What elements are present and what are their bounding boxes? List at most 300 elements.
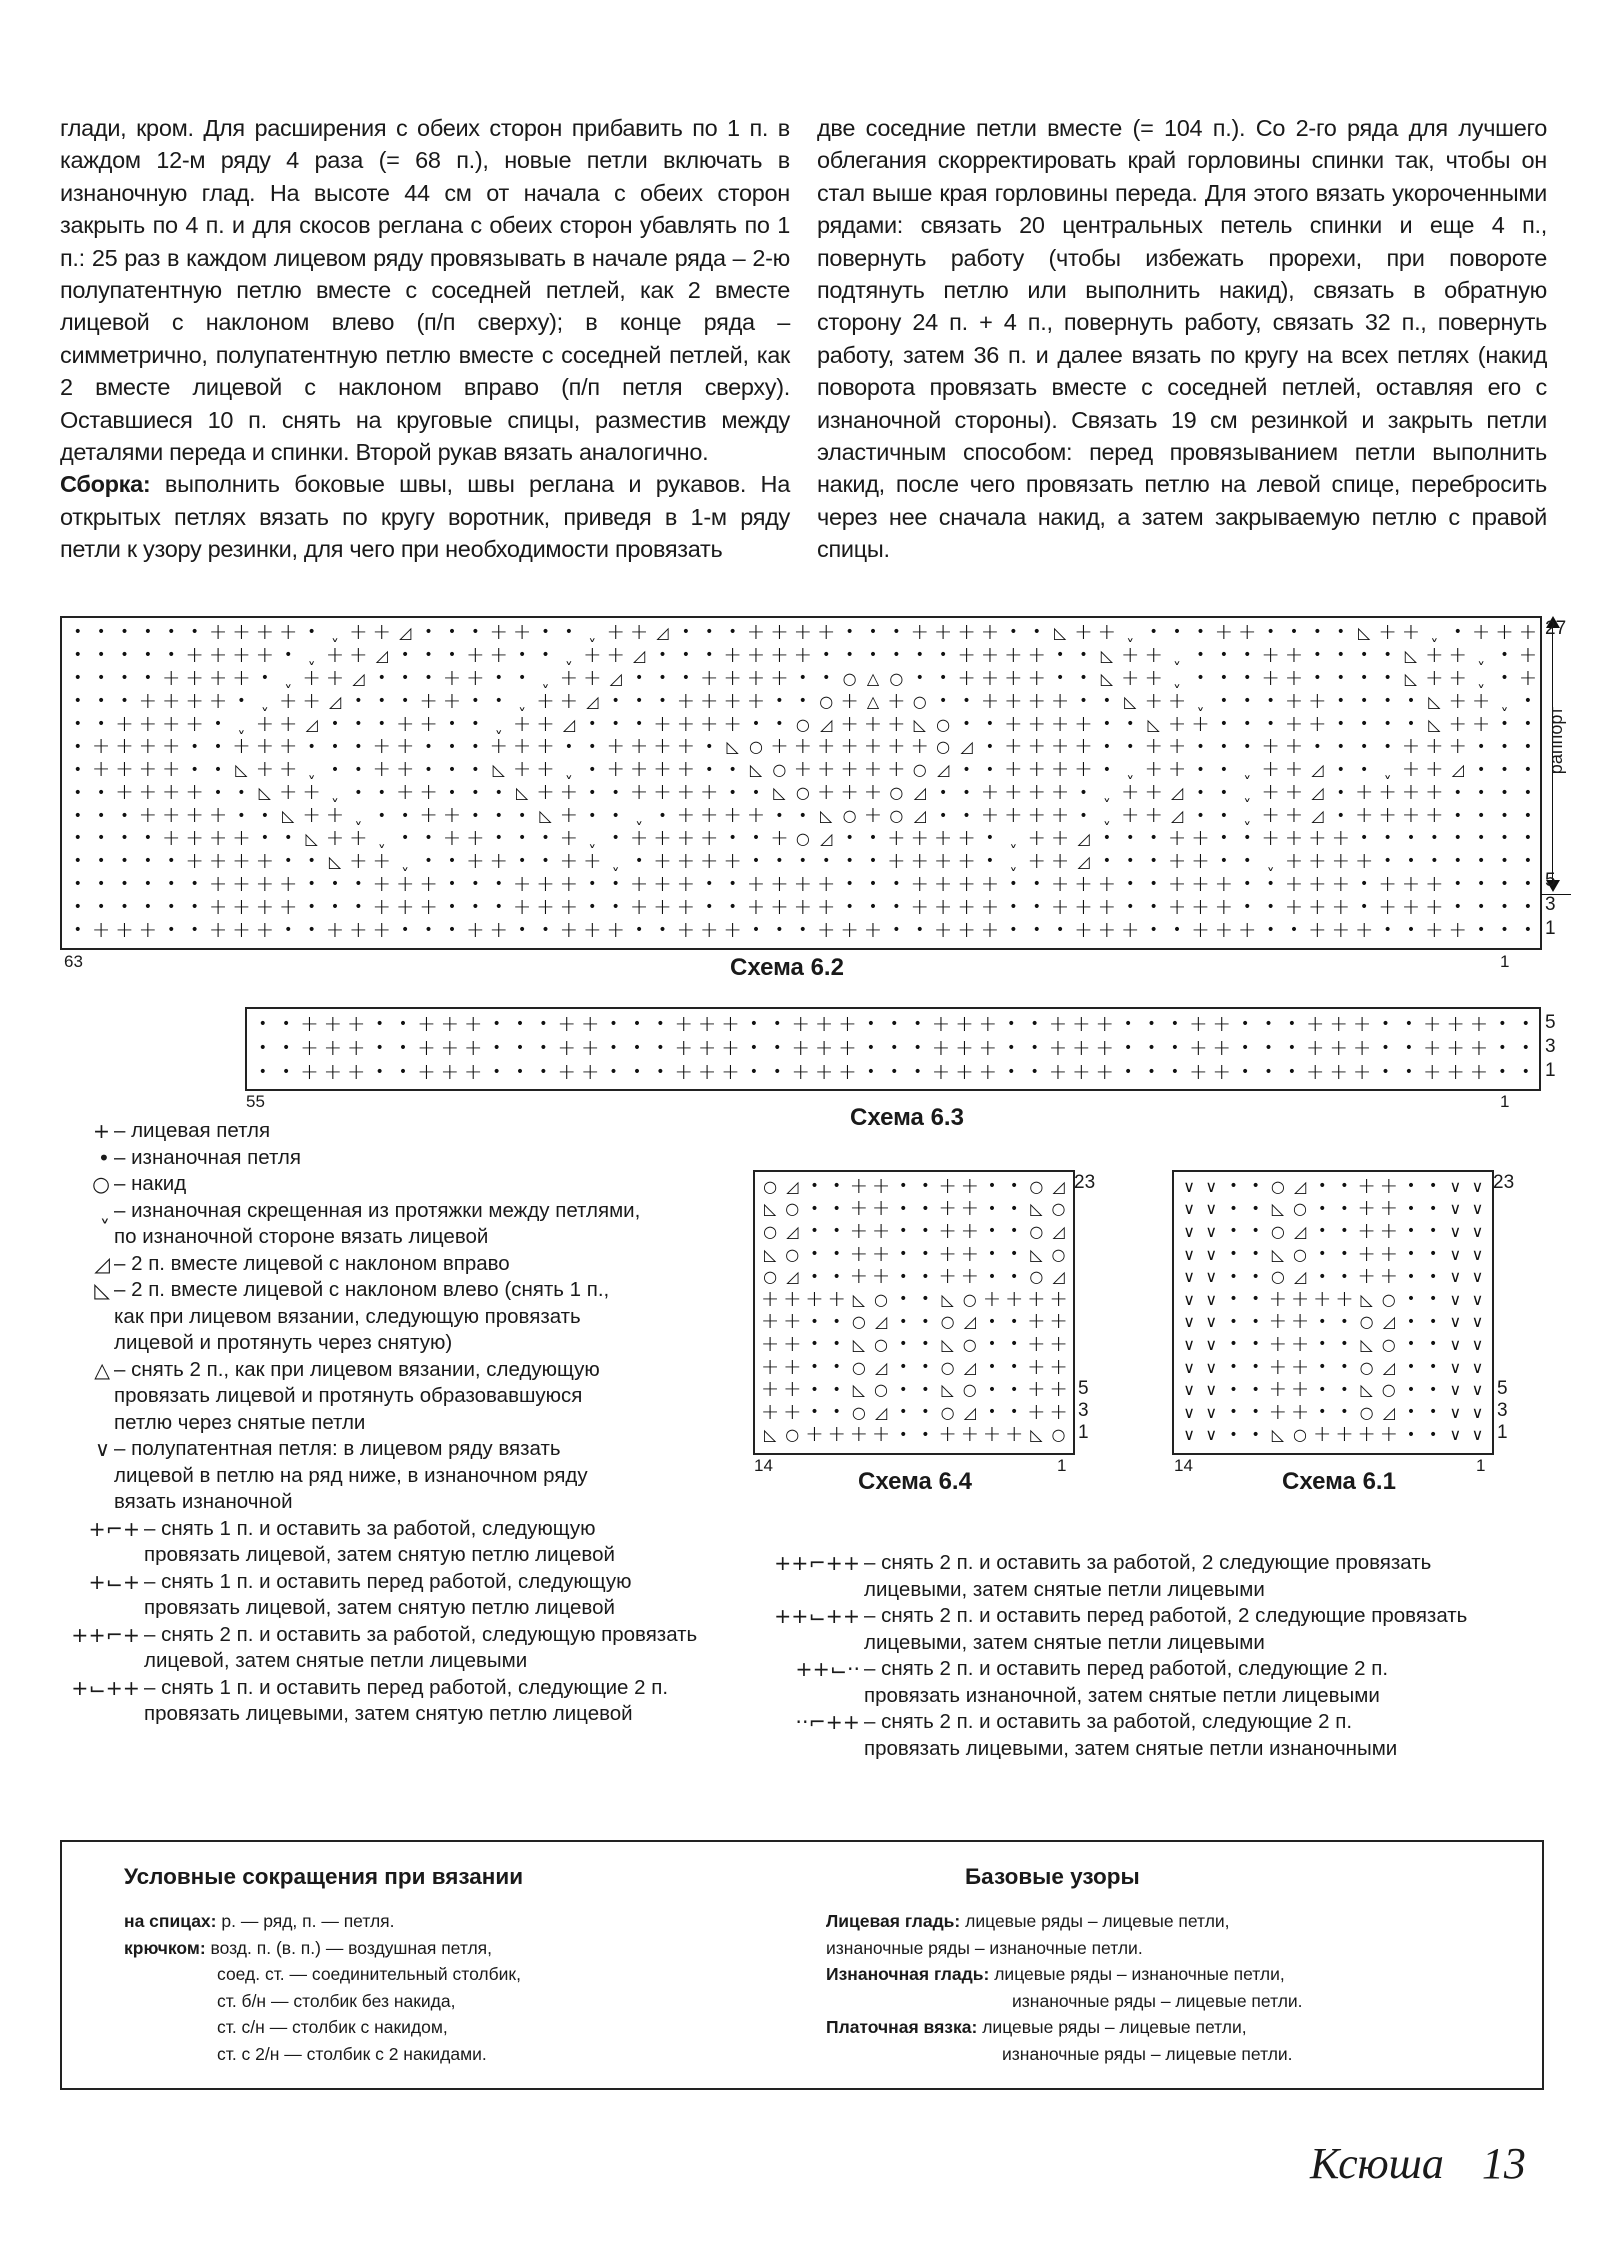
chart-cell: • [424, 647, 433, 664]
chart-cell: ˬ [611, 851, 620, 871]
chart-cell: • [284, 922, 293, 939]
chart-cell: • [1477, 784, 1486, 801]
chart-cell: • [810, 1404, 819, 1421]
chart-cell: + [700, 688, 719, 714]
chart-cell: + [1448, 917, 1467, 943]
chart-cell: + [1189, 1011, 1208, 1037]
chart-cell: • [143, 853, 152, 870]
chart-cell: + [559, 917, 579, 943]
chart-cell: • [1523, 876, 1533, 893]
chart-cell: ˬ [494, 714, 503, 734]
chart-cell: ◺ [1271, 1199, 1284, 1219]
chart-cell: • [1318, 1223, 1327, 1240]
chart-cell: + [1284, 688, 1304, 714]
chart-cell: ∨ [1205, 1176, 1218, 1196]
chart-cell: + [814, 1011, 834, 1037]
chart-cell: ◺ [773, 783, 786, 803]
stitch-symbol-icon: ··⌐++ [795, 1710, 860, 1734]
chart-cell: • [913, 1064, 922, 1080]
chart-cell: ∨ [1205, 1267, 1218, 1287]
chart-cell: + [960, 1218, 979, 1244]
chart-cell: + [863, 780, 883, 806]
chart-cell: • [832, 1223, 841, 1240]
chart-cell: • [921, 1359, 930, 1376]
chart-cell: • [1172, 624, 1182, 641]
chart-cell: • [1383, 670, 1392, 687]
chart-cell: + [700, 825, 719, 851]
chart-cell: + [1004, 665, 1023, 691]
chart-cell: + [91, 917, 111, 943]
chart-cell: • [1010, 1200, 1019, 1217]
chart-cell: • [1318, 1404, 1327, 1421]
chart-cell: + [1352, 1035, 1372, 1061]
chart-cell: + [676, 734, 696, 760]
chart-cell: • [1318, 1381, 1327, 1398]
chart-cell: • [447, 647, 457, 664]
chart-cell: + [887, 734, 906, 760]
chart-cell: • [120, 693, 129, 710]
stitch-symbol-icon: △ [94, 1357, 110, 1382]
chart-cell: • [899, 1178, 908, 1195]
chart-cell: + [980, 803, 1000, 829]
chart-cell: + [700, 711, 719, 737]
chart-cell: + [536, 894, 555, 920]
chart-cell: • [632, 1064, 642, 1080]
legend-text: – снять 2 п. и оставить перед работой, следующие 2 п. провязать изнаночной, затем снятые петли лицевыми [864, 1657, 1389, 1707]
chart-cell: • [1032, 922, 1041, 939]
chart-cell: • [1010, 1313, 1019, 1330]
chart-cell: + [1212, 1011, 1231, 1037]
chart-cell: ˬ [1102, 806, 1111, 826]
chart-cell: • [1360, 738, 1369, 755]
chart-cell: • [1149, 853, 1158, 870]
chart-cell: + [512, 711, 532, 737]
chart-cell: • [1477, 899, 1486, 916]
chart-cell: + [629, 734, 649, 760]
legend-item [70, 1675, 750, 1728]
chart-cell: • [1251, 1178, 1260, 1195]
chart-cell: ◺ [515, 783, 529, 803]
chart-cell: + [910, 848, 929, 874]
chart-cell: + [1214, 917, 1234, 943]
chart-cell: • [1009, 624, 1018, 641]
chart-cell: ◺ [235, 760, 248, 780]
chart-cell: • [810, 1313, 819, 1330]
assembly-label: Сборка: [60, 471, 151, 498]
chart-cell: + [653, 780, 672, 806]
chart-cell: + [793, 619, 813, 645]
chart-cell: + [1261, 642, 1280, 668]
chart-cell: • [1340, 1404, 1349, 1421]
chart-cell: ◿ [352, 668, 365, 688]
chart-cell: + [849, 1264, 869, 1290]
chart-cell: + [442, 825, 462, 851]
chart-cell: △ [866, 668, 880, 688]
chart-cell: • [517, 807, 527, 824]
chart-cell: • [775, 853, 784, 870]
chart-cell: • [260, 830, 269, 847]
stitch-symbol-icon: ++⌐+ [71, 1622, 140, 1647]
chart-cell: + [957, 917, 976, 943]
chart-cell: • [1007, 1016, 1016, 1032]
chart-caption-6-2: Схема 6.2 [730, 954, 844, 981]
legend-text: – снять 1 п. и оставить перед работой, следующую провязать лицевой, затем снятую петлю лицевой [144, 1569, 632, 1619]
chart-cell: ◺ [1030, 1425, 1043, 1445]
chart-cell: • [1243, 830, 1252, 847]
col-label-1: 1 [1500, 952, 1510, 971]
chart-cell: • [167, 853, 176, 870]
chart-cell: • [1453, 876, 1462, 893]
chart-cell: + [1167, 734, 1187, 760]
chart-cell: • [307, 624, 316, 641]
chart-cell: + [489, 917, 508, 943]
chart-cell: + [138, 917, 158, 943]
chart-cell: + [1448, 665, 1467, 691]
chart-cell: + [208, 642, 228, 668]
chart-cell: • [517, 647, 527, 664]
chart-cell: • [1055, 647, 1065, 664]
chart-cell: + [1049, 1331, 1068, 1357]
chart-cell: ∨ [1449, 1425, 1462, 1445]
chart-cell: + [419, 871, 438, 897]
chart-cell: + [805, 1422, 824, 1448]
chart-cell: • [751, 784, 761, 801]
chart-cell: + [115, 711, 134, 737]
chart-cell: + [580, 1059, 600, 1085]
chart-cell: • [1251, 1223, 1260, 1240]
chart-cell: + [723, 642, 742, 668]
chart-cell: • [915, 647, 924, 664]
chart-cell: ○ [785, 1425, 800, 1445]
chart-cell: • [492, 1016, 501, 1032]
chart-cell: • [447, 899, 457, 916]
chart-grid [759, 1175, 1070, 1446]
chart-cell: • [424, 738, 433, 755]
chart-cell: • [1406, 1178, 1416, 1195]
chart-cell: ◺ [305, 828, 318, 848]
chart-cell: + [1290, 1331, 1310, 1357]
chart-cell: • [1500, 807, 1509, 824]
chart-cell: • [892, 624, 901, 641]
chart-cell: + [1191, 871, 1210, 897]
chart-cell: ○ [874, 1289, 889, 1309]
legend-text: – лицевая петля [114, 1119, 271, 1142]
chart-cell: • [611, 693, 620, 710]
chart-cell: • [1360, 876, 1369, 893]
chart-cell: • [1318, 1200, 1327, 1217]
chart-cell: • [634, 853, 644, 870]
chart-cell: • [1219, 784, 1228, 801]
chart-cell: ∨ [1471, 1357, 1484, 1377]
chart-cell: • [1126, 738, 1135, 755]
chart-cell: • [167, 922, 176, 939]
chart-cell: • [1453, 830, 1462, 847]
chart-cell: • [1170, 1016, 1180, 1032]
chart-cell: • [939, 647, 948, 664]
chart-cell: + [1050, 894, 1070, 920]
chart-cell: + [1331, 871, 1350, 897]
chart-cell: + [723, 848, 742, 874]
chart-cell: + [1214, 619, 1234, 645]
chart-cell: • [1266, 624, 1275, 641]
chart-cell: ˬ [1196, 691, 1205, 711]
chart-cell: + [887, 711, 906, 737]
chart-cell: • [281, 1064, 291, 1080]
chart-cell: + [1097, 917, 1117, 943]
chart-cell: + [1352, 1011, 1372, 1037]
chart-cell: ∨ [1205, 1402, 1218, 1422]
chart-cell: ◿ [586, 691, 599, 711]
chart-cell: ˬ [1102, 783, 1111, 803]
legend-text: – изнаночная скрещенная из протяжки между петлями, по изнаночной стороне вязать лицевой [114, 1198, 641, 1248]
chart-cell: • [447, 738, 457, 755]
chart-cell: + [770, 619, 789, 645]
chart-cell: • [120, 876, 129, 893]
chart-cell: • [658, 922, 667, 939]
chart-cell: + [629, 871, 649, 897]
chart-cell: • [73, 624, 82, 641]
chart-cell: • [401, 922, 410, 939]
chart-cell: + [255, 757, 275, 783]
chart-cell: • [1251, 1336, 1260, 1353]
chart-cell: • [798, 670, 807, 687]
chart-cell: • [564, 624, 574, 641]
chart-cell: + [980, 780, 1000, 806]
chart-cell: • [167, 624, 176, 641]
chart-cell: • [120, 624, 129, 641]
chart-cell: + [674, 1035, 693, 1061]
chart-cell: ◺ [1030, 1244, 1043, 1264]
chart-cell: + [760, 1399, 780, 1425]
chart-cell: • [1010, 1336, 1019, 1353]
chart-cell: + [1261, 780, 1280, 806]
chart-cell: + [1167, 894, 1187, 920]
chart-cell: • [398, 1064, 408, 1080]
chart-cell: • [1219, 738, 1228, 755]
chart-grid [66, 621, 1540, 941]
chart-cell: + [1214, 871, 1234, 897]
chart-cell: + [1049, 1377, 1068, 1403]
chart-cell: + [463, 1011, 483, 1037]
row-label-1: 1 [1497, 1422, 1508, 1443]
chart-cell: • [1102, 830, 1112, 847]
chart-cell: ◺ [258, 783, 271, 803]
chart-cell: + [1401, 894, 1421, 920]
chart-cell: + [980, 665, 1000, 691]
chart-cell: • [1251, 1200, 1260, 1217]
chart-cell: • [899, 1200, 908, 1217]
chart-cell: • [1498, 1016, 1507, 1032]
chart-cell: + [440, 1011, 460, 1037]
chart-cell: + [980, 894, 1000, 920]
chart-cell: + [512, 619, 532, 645]
chart-cell: ◿ [874, 1312, 888, 1332]
chart-cell: • [284, 830, 293, 847]
chart-cell: • [564, 738, 574, 755]
chart-cell: + [325, 803, 345, 829]
chart-cell: ◿ [960, 737, 973, 757]
chart-cell: + [1214, 894, 1234, 920]
paragraph-sleeve: глади, кром. Для расширения с обеих сторон прибавить по 1 п. в каждом 12-м ряду 4 раза (= 68 п.), новые петли включать в изнаночную глад. На высоте 44 см от начала с обеих сторон закрыть по 4 п. и для скосов реглана с обеих сторон убавлять по 1 п.: 25 раз в каждом лицевом ряду провязывать в начале ряда – 2-ю полупатентную петлю вместе с соседней петлей, как 2 вместе лицевой с наклоном влево (п/п сверху); в конце ряда – симметрично, полупатентную петлю вместе с соседней петлей, как 2 вместе лицевой с наклоном вправо (п/п петля сверху). Оставшиеся 10 п. снять на круговые спицы, разместив между деталями переда и спинки. Второй рукав вязать аналогично. [60, 115, 790, 466]
chart-cell: • [260, 807, 269, 824]
chart-cell: • [987, 1200, 997, 1217]
chart-cell: + [302, 780, 321, 806]
chart-cell: ◺ [763, 1199, 777, 1219]
chart-cell: • [96, 876, 106, 893]
chart-cell: • [899, 1223, 908, 1240]
row-label-3: 3 [1545, 894, 1556, 915]
col-label-14: 14 [754, 1456, 773, 1475]
chart-cell: ˬ [1500, 691, 1509, 711]
chart-cell: + [536, 871, 555, 897]
abbreviations-title: Условные сокращения при вязании [124, 1864, 524, 1889]
chart-cell: • [1383, 647, 1392, 664]
chart-cell: ◿ [1052, 1176, 1065, 1196]
chart-cell: + [1027, 780, 1046, 806]
chart-cell: • [899, 1359, 908, 1376]
chart-cell: • [1523, 807, 1533, 824]
chart-cell: • [845, 853, 854, 870]
chart-cell: • [143, 830, 152, 847]
chart-cell: ◺ [852, 1380, 865, 1400]
chart-cell: ◺ [913, 714, 926, 734]
legend-item [70, 1516, 750, 1569]
chart-cell: + [887, 825, 906, 851]
legend-text: – 2 п. вместе лицевой с наклоном влево (снять 1 п., как при лицевом вязании, следующую провязать лицевой и протянуть через снятую) [114, 1278, 610, 1354]
chart-cell: • [899, 1246, 908, 1263]
chart-cell: ◿ [786, 1267, 799, 1287]
chart-cell: • [517, 830, 527, 847]
chart-cell: • [377, 807, 386, 824]
chart-cell: • [1196, 761, 1205, 778]
legend-text: – снять 2 п. и оставить перед работой, 2 следующие провязать лицевыми, затем снятые петли лицевыми [864, 1604, 1468, 1654]
chart-cell: • [1430, 853, 1439, 870]
chart-cell: • [921, 1200, 930, 1217]
chart-cell: • [1196, 647, 1205, 664]
chart-cell: • [1318, 1178, 1327, 1195]
chart-cell: • [515, 1016, 525, 1032]
chart-cell: • [1196, 807, 1205, 824]
chart-cell: • [1240, 1016, 1250, 1032]
chart-cell: ◺ [1360, 1334, 1373, 1354]
chart-cell: • [1229, 1178, 1238, 1195]
chart-cell: + [1357, 1264, 1376, 1290]
chart-cell: + [676, 803, 696, 829]
chart-cell: • [1149, 876, 1158, 893]
chart-cell: + [960, 1173, 979, 1199]
chart-cell: • [656, 1040, 665, 1056]
chart-cell: + [536, 734, 555, 760]
chart-cell: + [1284, 871, 1304, 897]
chart-cell: ˬ [401, 851, 410, 871]
chart-cell: + [1167, 848, 1187, 874]
chart-cell: ○ [795, 714, 810, 734]
chart-cell: • [1170, 1064, 1180, 1080]
chart-cell: + [1308, 848, 1327, 874]
chart-cell: • [73, 738, 82, 755]
chart-cell: ∨ [1183, 1199, 1195, 1219]
chart-cell: + [1448, 734, 1467, 760]
chart-cell: + [1212, 1059, 1231, 1085]
chart-cell: • [1340, 1313, 1349, 1330]
chart-cell: • [424, 853, 433, 870]
chart-cell: + [770, 825, 789, 851]
chart-cell: ○ [785, 1244, 800, 1264]
chart-cell: + [1050, 757, 1070, 783]
legend-item [70, 1118, 750, 1145]
chart-cell: + [1354, 780, 1374, 806]
chart-cell: + [1425, 871, 1444, 897]
chart-cell: + [115, 780, 134, 806]
chart-cell: • [494, 830, 503, 847]
chart-cell: • [1498, 1040, 1507, 1056]
chart-cell: • [1289, 624, 1299, 641]
chart-cell: ˬ [1243, 783, 1252, 803]
reference-box [60, 1840, 1544, 2090]
stitch-symbol-icon: +⌐+ [88, 1516, 140, 1541]
col-label-1: 1 [1476, 1456, 1486, 1475]
chart-cell: + [372, 757, 391, 783]
legend-text: – накид [114, 1172, 187, 1195]
chart-cell: + [791, 1035, 810, 1061]
chart-cell: + [1074, 917, 1093, 943]
chart-cell: • [1196, 670, 1205, 687]
chart-cell: ◿ [913, 806, 926, 826]
chart-cell: • [1523, 738, 1533, 755]
chart-cell: + [629, 894, 649, 920]
abbreviations-list [124, 1908, 521, 2067]
chart-cell: • [1251, 1313, 1260, 1330]
chart-cell: + [721, 1011, 740, 1037]
chart-cell: + [1004, 711, 1023, 737]
chart-cell: + [1308, 871, 1327, 897]
chart-cell: ◿ [1293, 1176, 1307, 1196]
legend-right [770, 1550, 1560, 1762]
chart-cell: • [921, 1336, 930, 1353]
chart-cell: + [1189, 1035, 1208, 1061]
chart-cell: + [1471, 711, 1491, 737]
chart-cell: ◿ [656, 622, 669, 642]
chart-cell: + [770, 734, 789, 760]
chart-cell: ○ [940, 1357, 955, 1377]
chart-cell: • [588, 899, 597, 916]
chart-cell: • [1381, 1040, 1390, 1056]
chart-cell: + [938, 1196, 957, 1222]
chart-cell: + [1074, 871, 1093, 897]
chart-cell: + [933, 825, 953, 851]
chart-cell: • [1124, 1064, 1133, 1080]
chart-cell: • [775, 807, 784, 824]
chart-cell: • [634, 716, 644, 732]
chart-cell: ○ [1381, 1334, 1396, 1354]
chart-cell: • [832, 1313, 841, 1330]
chart-cell: + [208, 688, 228, 714]
chart-cell: + [955, 1059, 974, 1085]
chart-cell: ◿ [1052, 1221, 1065, 1241]
chart-cell: • [890, 1064, 899, 1080]
chart-cell: • [985, 830, 995, 847]
chart-cell: + [208, 894, 228, 920]
chart-cell: + [931, 1059, 951, 1085]
pattern-label: Платочная вязка: [826, 2017, 978, 2037]
chart-cell: • [398, 1016, 408, 1032]
chart-cell: • [1030, 1016, 1039, 1032]
chart-cell: • [1102, 738, 1112, 755]
chart-cell: + [760, 1309, 780, 1335]
chart-cell: + [1379, 1264, 1398, 1290]
chart-cell: + [770, 894, 789, 920]
chart-cell: + [978, 1011, 998, 1037]
